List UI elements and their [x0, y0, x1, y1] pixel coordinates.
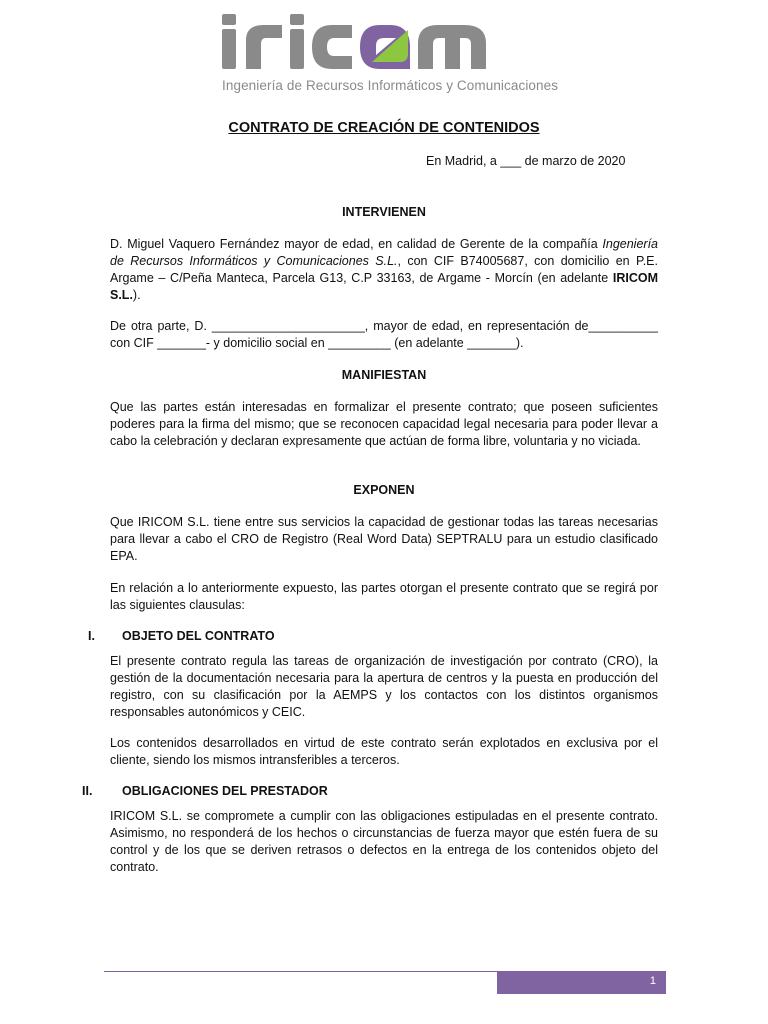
- footer-page-box: [497, 972, 666, 994]
- section-2-number: II.: [82, 784, 93, 798]
- paragraph-manifiestan-1: Que las partes están interesadas en formalizar el presente contrato; que poseen suficientes poderes para la firma del mismo; que se reconocen capacidad legal necesaria para poder llevar a cabo la celebración y declaran expresamente que actúan de forma libre, voluntaria y no viciada.: [110, 400, 658, 448]
- paragraph-intervienen-1: [110, 236, 658, 304]
- paragraph-section-1-2: Los contenidos desarrollados en virtud de este contrato serán explotados en exclusiva por el cliente, siendo los mismos intransferibles a terceros.: [110, 736, 658, 767]
- iricom-wordmark-graphic: [220, 10, 550, 76]
- company-name: Ingeniería de Recursos Informáticos y Comunicaciones S.L.: [110, 237, 658, 268]
- paragraph-section-1-1: El presente contrato regula las tareas de organización de investigación por contrato (CRO), la gestión de la documentación necesaria para la apertura de centros y la puesta en producción del registro, con su clasificación por la AEMPS y los contactos con los distintos organismos responsables autonómicos y CEIC.: [110, 654, 658, 719]
- heading-intervienen: INTERVIENEN: [342, 205, 426, 219]
- paragraph-section-2-1: IRICOM S.L. se compromete a cumplir con las obligaciones estipuladas en el presente contrato. Asimismo, no responderá de los hechos o circunstancias de fuerza mayor que estén fuera de su control y de los que se deriven retrasos o defectos en la entrega de los contenidos objeto del contrato.: [110, 809, 658, 874]
- iricom-logo: [220, 10, 559, 100]
- section-1-title: OBJETO DEL CONTRATO: [122, 629, 275, 643]
- logo-subtitle: Ingeniería de Recursos Informáticos y Comunicaciones: [222, 78, 559, 93]
- page-number: 1: [649, 975, 656, 987]
- heading-exponen: EXPONEN: [353, 483, 415, 497]
- section-2-title: OBLIGACIONES DEL PRESTADOR: [122, 784, 328, 798]
- document-title: CONTRATO DE CREACIÓN DE CONTENIDOS: [228, 120, 540, 136]
- intervienen-text-b: , con CIF B74005687, con domicilio en P.E. Argame – C/Peña Manteca, Parcela G13, C.P 33163, de Argame - Morcín (en adelante: [110, 254, 658, 285]
- heading-manifiestan: MANIFIESTAN: [341, 368, 427, 382]
- company-short-name: IRICOM S.L.: [110, 271, 658, 302]
- intervienen-text-a: D. Miguel Vaquero Fernández mayor de edad, en calidad de Gerente de la compañía: [110, 237, 603, 251]
- intervienen-text-d: ).: [132, 288, 141, 302]
- paragraph-intervienen-2: De otra parte, D. ______________________, mayor de edad, en representación de__________ con CIF _______- y domicilio social en _________ (en adelante _______).: [110, 319, 658, 350]
- paragraph-exponen-2: En relación a lo anteriormente expuesto, las partes otorgan el presente contrato que se regirá por las siguientes clausulas:: [110, 581, 658, 612]
- section-1-number: I.: [88, 629, 95, 643]
- dateline: En Madrid, a ___ de marzo de 2020: [426, 154, 626, 168]
- paragraph-exponen-1: Que IRICOM S.L. tiene entre sus servicios la capacidad de gestionar todas las tareas necesarias para llevar a cabo el CRO de Registro (Real Word Data) SEPTRALU para un estudio clasificado EPA.: [110, 515, 658, 563]
